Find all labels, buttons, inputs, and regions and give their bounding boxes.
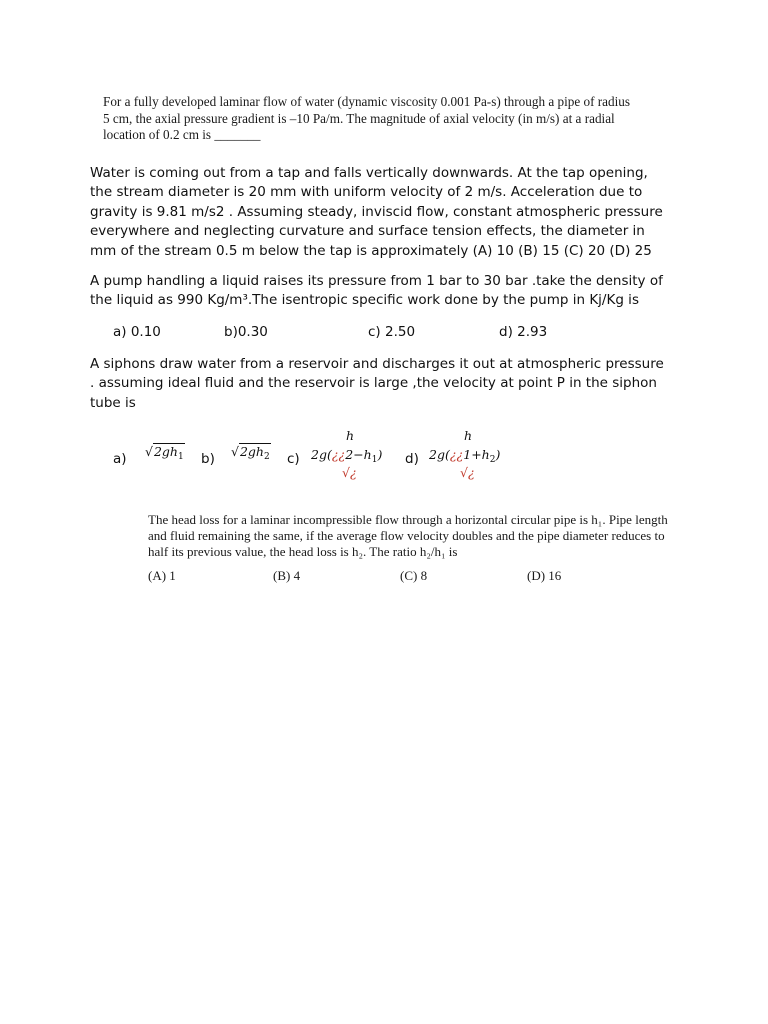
question-5-line: half its previous value, the head loss is h₂. The ratio h₂/h₁ is xyxy=(148,544,458,560)
question-2-line: gravity is 9.81 m/s2 . Assuming steady, inviscid flow, constant atmospheric pressure xyxy=(90,203,663,220)
option-d-glyph: ¿¿ xyxy=(449,447,464,462)
option-d: (D) 16 xyxy=(527,568,562,583)
option-d-denominator: √¿ xyxy=(460,465,475,480)
option-c-post: ) xyxy=(377,447,383,462)
option-d-post: ) xyxy=(495,447,501,462)
question-4-options xyxy=(0,420,768,490)
option-d-formula xyxy=(429,447,500,465)
question-1-line: location of 0.2 cm is _______ xyxy=(103,127,261,142)
option-d: d) 2.93 xyxy=(499,324,548,340)
option-a-sub: 1 xyxy=(177,452,184,462)
question-3-options xyxy=(113,324,673,344)
option-d-pre: 2g( xyxy=(429,447,450,462)
question-3-line: A pump handling a liquid raises its pressure from 1 bar to 30 bar .take the density of xyxy=(90,273,663,289)
question-2 xyxy=(90,164,690,261)
option-d-numerator-h: h xyxy=(464,428,473,443)
option-d-sub: 2 xyxy=(489,455,496,465)
question-5-options xyxy=(148,568,708,586)
question-2-line: the stream diameter is 20 mm with uniform velocity of 2 m/s. Acceleration due to xyxy=(90,184,643,201)
question-2-line: everywhere and neglecting curvature and surface tension effects, the diameter in xyxy=(90,223,645,240)
question-1-line: 5 cm, the axial pressure gradient is –10 Pa/m. The magnitude of axial velocity (in m/s) at a radial xyxy=(103,110,615,126)
question-3-line: the liquid as 990 Kg/m³.The isentropic specific work done by the pump in Kj/Kg is xyxy=(90,292,639,309)
option-a-formula: $√2gh_1$ xyxy=(145,444,184,462)
option-c-denominator: √¿ xyxy=(342,465,357,480)
question-2-line: mm of the stream 0.5 m below the tap is approximately (A) 10 (B) 15 (C) 20 (D) 25 xyxy=(90,242,652,259)
option-b: b)0.30 xyxy=(224,324,268,340)
question-5-line: The head loss for a laminar incompressible flow through a horizontal circular pipe is h₁. Pipe length xyxy=(148,512,668,527)
option-c: (C) 8 xyxy=(400,568,428,583)
option-c-pre: 2g( xyxy=(311,447,332,462)
option-b-label: b) xyxy=(201,451,215,467)
option-c-mid: 2−h xyxy=(345,447,372,462)
question-1 xyxy=(103,94,643,144)
option-a: (A) 1 xyxy=(148,568,176,583)
question-2-line: Water is coming out from a tap and falls vertically downwards. At the tap opening, xyxy=(90,165,648,181)
option-c-glyph: ¿¿ xyxy=(331,447,346,462)
option-c-formula xyxy=(311,447,382,465)
question-1-line: For a fully developed laminar flow of water (dynamic viscosity 0.001 Pa-s) through a pipe of radius xyxy=(103,94,631,109)
option-b: (B) 4 xyxy=(273,568,301,583)
option-a: a) 0.10 xyxy=(113,324,161,340)
option-c-sub: 1 xyxy=(371,455,378,465)
option-d-mid: 1+h xyxy=(463,447,490,462)
question-5-line: and fluid remaining the same, if the average flow velocity doubles and the pipe diameter reduces to xyxy=(148,528,665,544)
question-4-line: tube is xyxy=(90,394,136,411)
option-b-formula: $√2gh_2$ xyxy=(231,444,270,462)
option-c: c) 2.50 xyxy=(368,324,416,340)
question-4 xyxy=(90,355,690,413)
option-c-numerator-h: h xyxy=(346,428,355,443)
question-4-line: A siphons draw water from a reservoir and discharges it out at atmospheric pressure xyxy=(90,356,664,372)
question-5 xyxy=(148,512,688,561)
option-c-label: c) xyxy=(287,451,300,467)
option-b-expr: 2gh xyxy=(239,444,264,459)
option-b-sub: 2 xyxy=(263,452,270,462)
question-3 xyxy=(90,272,690,311)
option-d-label: d) xyxy=(405,451,419,467)
option-a-label: a) xyxy=(113,451,127,467)
question-4-line: . assuming ideal fluid and the reservoir is large ,the velocity at point P in the siphon xyxy=(90,375,657,392)
option-a-expr: 2gh xyxy=(153,444,178,459)
